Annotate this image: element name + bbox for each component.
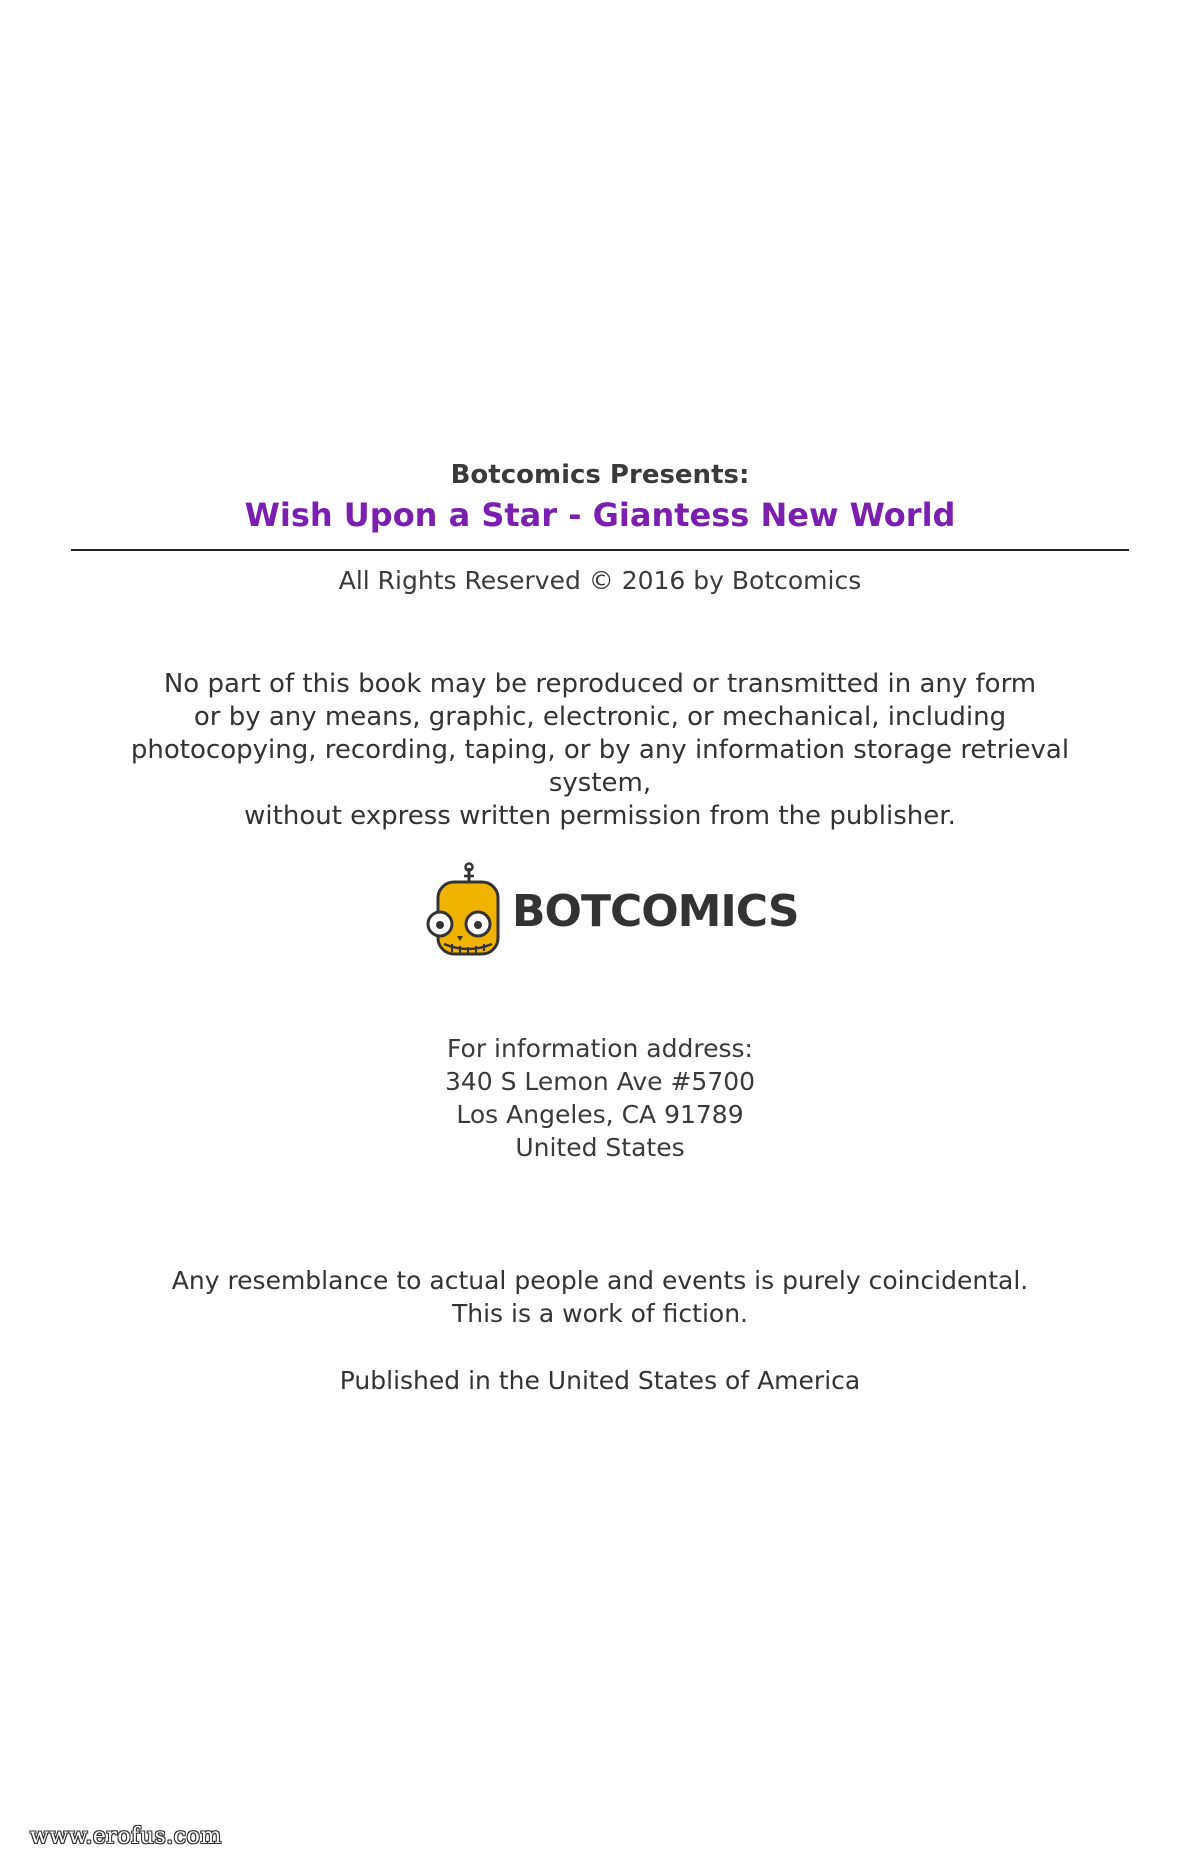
notice-line: system, bbox=[548, 768, 652, 798]
notice-line: without express written permission from the publisher. bbox=[244, 801, 956, 831]
presents-line: Botcomics Presents: bbox=[450, 460, 750, 490]
address-line: 340 S Lemon Ave #5700 bbox=[444, 1067, 756, 1096]
disclaimer-line: This is a work of fiction. bbox=[451, 1299, 749, 1328]
publisher-logo bbox=[424, 862, 799, 962]
robot-head-icon bbox=[424, 862, 504, 962]
notice-line: photocopying, recording, taping, or by any information storage retrieval bbox=[130, 735, 1070, 765]
address-line: United States bbox=[515, 1133, 685, 1162]
reproduction-notice bbox=[0, 668, 1200, 833]
disclaimer-line: Any resemblance to actual people and events is purely coincidental. bbox=[171, 1266, 1029, 1295]
fiction-disclaimer bbox=[0, 1264, 1200, 1330]
title-divider bbox=[71, 549, 1129, 551]
site-watermark: www.erofus.com bbox=[30, 1824, 222, 1849]
notice-line: No part of this book may be reproduced or transmitted in any form bbox=[163, 669, 1037, 699]
address-line: For information address: bbox=[447, 1034, 753, 1063]
published-line: Published in the United States of America bbox=[339, 1366, 861, 1395]
book-title: Wish Upon a Star - Giantess New World bbox=[244, 496, 956, 534]
publisher-address bbox=[0, 1032, 1200, 1164]
address-line: Los Angeles, CA 91789 bbox=[456, 1100, 744, 1129]
copyright-line: All Rights Reserved © 2016 by Botcomics bbox=[338, 566, 862, 595]
logo-wordmark: BOTCOMICS bbox=[512, 886, 799, 937]
notice-line: or by any means, graphic, electronic, or mechanical, including bbox=[193, 702, 1007, 732]
